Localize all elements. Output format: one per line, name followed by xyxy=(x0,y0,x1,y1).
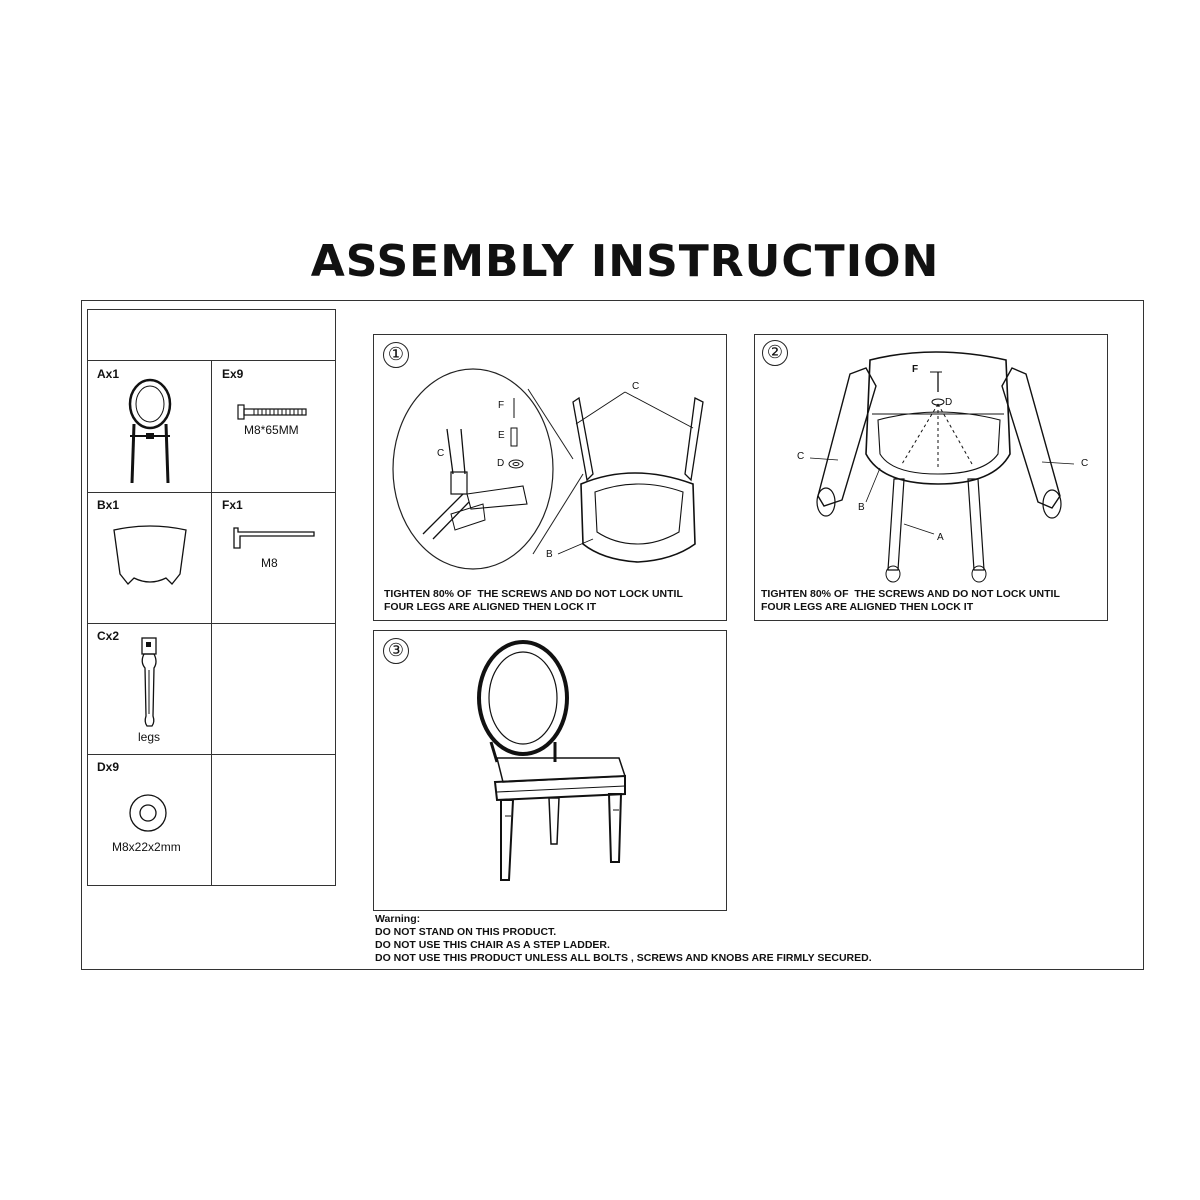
seat-icon xyxy=(110,522,190,592)
diagram-label: C xyxy=(797,451,805,462)
diagram-label: F xyxy=(498,400,505,411)
diagram-label: E xyxy=(498,430,505,441)
part-caption: M8 xyxy=(261,556,278,570)
diagram-label: B xyxy=(546,549,553,560)
diagram-label: F xyxy=(912,364,919,375)
bolt-icon xyxy=(238,402,308,422)
step-note xyxy=(384,588,683,614)
allen-key-icon xyxy=(230,526,320,556)
chair-frame-icon xyxy=(120,378,180,488)
warning-heading: Warning: xyxy=(375,913,421,925)
part-label: Bx1 xyxy=(97,498,120,512)
assembled-chair-illustration xyxy=(373,630,727,911)
step-number-badge: ③ xyxy=(383,638,409,664)
warning-line: DO NOT USE THIS CHAIR AS A STEP LADDER. xyxy=(375,939,610,951)
diagram-label: C xyxy=(632,381,640,392)
part-caption: M8x22x2mm xyxy=(112,840,181,854)
leg-icon xyxy=(134,636,164,731)
diagram-label: D xyxy=(497,458,505,469)
step-note-text: TIGHTEN 80% OF THE SCREWS AND DO NOT LOCK UNTIL FOUR LEGS ARE ALIGNED THEN LOCK IT xyxy=(384,588,683,613)
part-label: Ax1 xyxy=(97,367,120,381)
part-caption: M8*65MM xyxy=(244,423,299,437)
diagram-label: C xyxy=(437,448,445,459)
step-note-text: TIGHTEN 80% OF THE SCREWS AND DO NOT LOCK UNTIL FOUR LEGS ARE ALIGNED THEN LOCK IT xyxy=(761,588,1060,613)
washer-icon xyxy=(128,793,168,833)
part-label: Fx1 xyxy=(222,498,243,512)
diagram-label: D xyxy=(945,397,953,408)
warning-line: DO NOT USE THIS PRODUCT UNLESS ALL BOLTS , SCREWS AND KNOBS ARE FIRMLY SECURED. xyxy=(375,952,872,964)
part-caption: legs xyxy=(138,730,161,744)
step-note xyxy=(761,588,1060,614)
parts-table-column-rule xyxy=(211,360,212,886)
diagram-label: C xyxy=(1081,458,1089,469)
diagram-label: A xyxy=(937,532,944,543)
step-number-badge: ② xyxy=(762,340,788,366)
warning-line: DO NOT STAND ON THIS PRODUCT. xyxy=(375,926,557,938)
step-2-diagram xyxy=(754,334,1108,584)
diagram-label: B xyxy=(858,502,865,513)
step-number-badge: ① xyxy=(383,342,409,368)
part-label: Cx2 xyxy=(97,629,120,643)
page-title: ASSEMBLY INSTRUCTION xyxy=(310,236,940,287)
step-1-diagram xyxy=(373,334,727,584)
part-label: Dx9 xyxy=(97,760,120,774)
part-label: Ex9 xyxy=(222,367,244,381)
